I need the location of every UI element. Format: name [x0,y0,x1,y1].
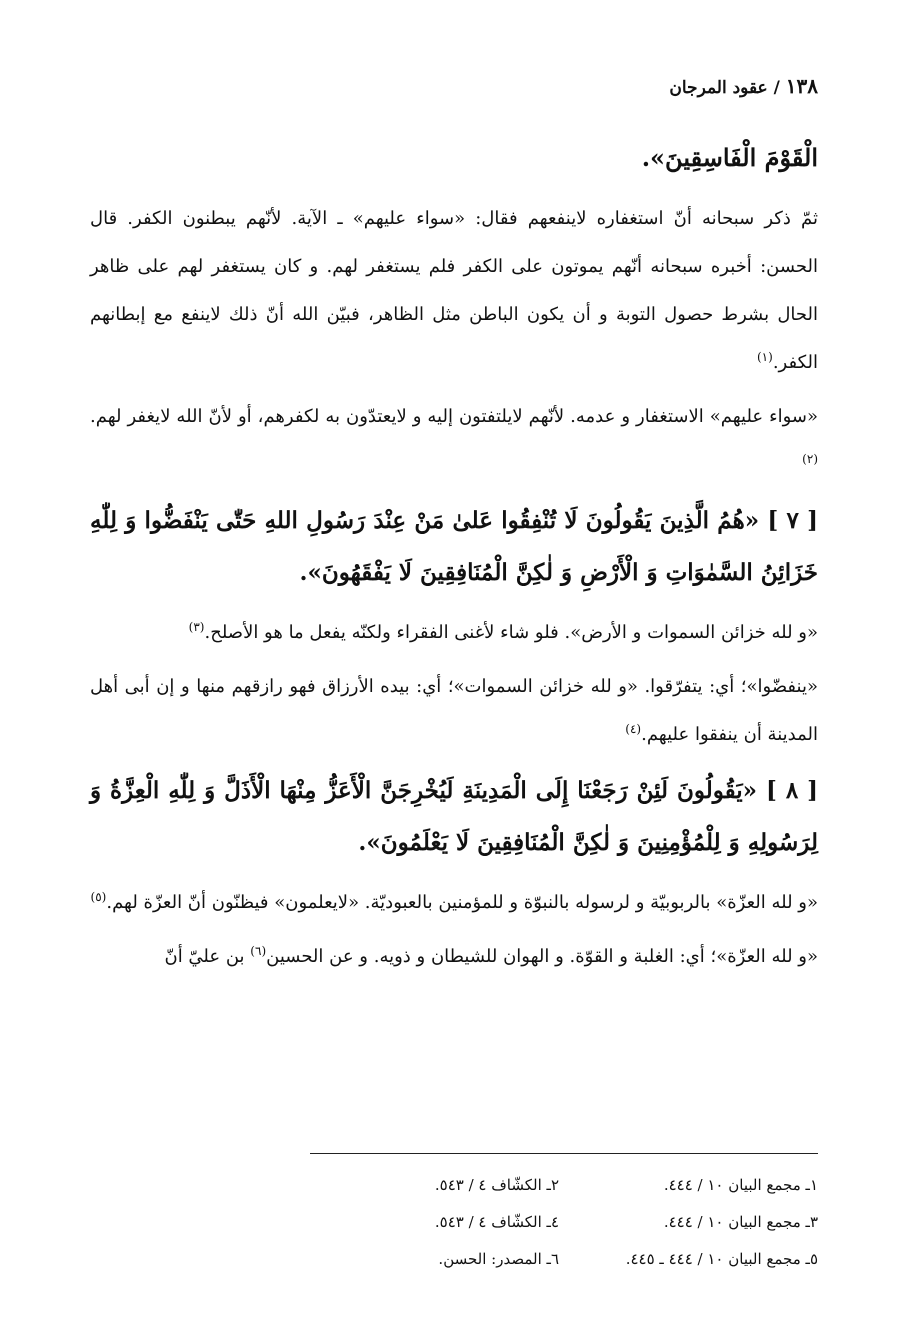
commentary-paragraph-last [90,933,818,981]
header-separator: / [773,78,780,98]
book-title: عقود المرجان [669,78,768,98]
footnote-row [300,1213,818,1250]
paragraph-text: «ينفضّوا»؛ أي: يتفرّقوا. «و لله خزائن السموات»؛ أي: بيده الأرزاق فهو رازقهم منها و إن أبى أهل المدينة أن ينفقوا عليهم. [90,676,818,745]
paragraph-text: «و لله العزّة»؛ أي: الغلبة و القوّة. و الهوان للشيطان و ذويه. و عن الحسين [266,946,818,967]
verse-continuation: الْقَوْمَ الْفَاسِقِينَ». [641,143,818,172]
paragraph-text: «و لله العزّة» بالربوبيّة و لرسوله بالنبوّة و للمؤمنين بالعبوديّة. «لايعلمون» فيظنّون أنّ العزّة لهم. [106,892,818,913]
footnote-1: ١ـ مجمع البيان ١٠ / ٤٤٤. [663,1176,818,1194]
footnote-ref: (٢) [802,452,818,466]
commentary-paragraph [90,663,818,759]
commentary-paragraph [90,195,818,387]
footnote-row [300,1250,818,1287]
commentary-paragraph [90,393,818,489]
footnote-divider [310,1153,818,1154]
running-header [669,74,818,98]
footnote-ref: (٣) [188,620,205,634]
footnote-row [300,1176,818,1213]
footnote-ref: (١) [756,350,773,364]
paragraph-text: ثمّ ذكر سبحانه أنّ استغفاره لاينفعهم فقال: «سواء عليهم» ـ الآية. لأنّهم يبطنون الكفر. قال الحسن: أخبره سبحانه أنّهم يموتون على الكفر فلم يستغفر لهم. و كان يستغفر لهم على ظاهر الحال بشرط حصول التوبة و أن يكون الباطن مثل الظاهر، فبيّن الله أنّ ذلك لاينفع مع إبطانهم الكفر. [90,208,818,373]
footnote-6: ٦ـ المصدر: الحسن. [438,1250,559,1268]
footnote-4: ٤ـ الكشّاف ٤ / ٥٤٣. [434,1213,559,1231]
footnote-2: ٢ـ الكشّاف ٤ / ٥٤٣. [434,1176,559,1194]
footnote-3: ٣ـ مجمع البيان ١٠ / ٤٤٤. [663,1213,818,1231]
paragraph-text: «سواء عليهم» الاستغفار و عدمه. لأنّهم لايلتفتون إليه و لايعتدّون به لكفرهم، أو لأنّ الله لايغفر لهم. [90,406,818,427]
quran-verse-7: [ ٧ ] «هُمُ الَّذِينَ يَقُولُونَ لَا تُنْفِقُوا عَلىٰ مَنْ عِنْدَ رَسُولِ اللهِ حَتّٰى يَنْفَضُّوا وَ لِلّٰهِ خَزَائِنُ السَّمٰوَاتِ وَ الْأَرْضِ وَ لٰكِنَّ الْمُنَافِقِينَ لَا يَفْقَهُونَ». [90,507,818,586]
page-body [90,135,818,987]
footnotes [300,1176,818,1287]
paragraph-text: بن عليّ أنّ [164,946,245,967]
footnote-ref: (٦) [250,944,267,958]
footnote-5: ٥ـ مجمع البيان ١٠ / ٤٤٤ ـ ٤٤٥. [625,1250,818,1268]
commentary-paragraph [90,609,818,657]
commentary-paragraph [90,879,818,927]
page-number: ١٣٨ [785,74,818,98]
paragraph-text: «و لله خزائن السموات و الأرض». فلو شاء لأغنى الفقراء ولكنّه يفعل ما هو الأصلح. [204,622,818,643]
quran-verse-8: [ ٨ ] «يَقُولُونَ لَئِنْ رَجَعْنَا إِلَى الْمَدِينَةِ لَيُخْرِجَنَّ الْأَعَزُّ مِنْهَا الْأَذَلَّ وَ لِلّٰهِ الْعِزَّةُ وَ لِرَسُولِهِ وَ لِلْمُؤْمِنِينَ وَ لٰكِنَّ الْمُنَافِقِينَ لَا يَعْلَمُونَ». [90,777,818,856]
footnote-ref: (٤) [625,722,642,736]
footnote-ref: (٥) [90,890,107,904]
